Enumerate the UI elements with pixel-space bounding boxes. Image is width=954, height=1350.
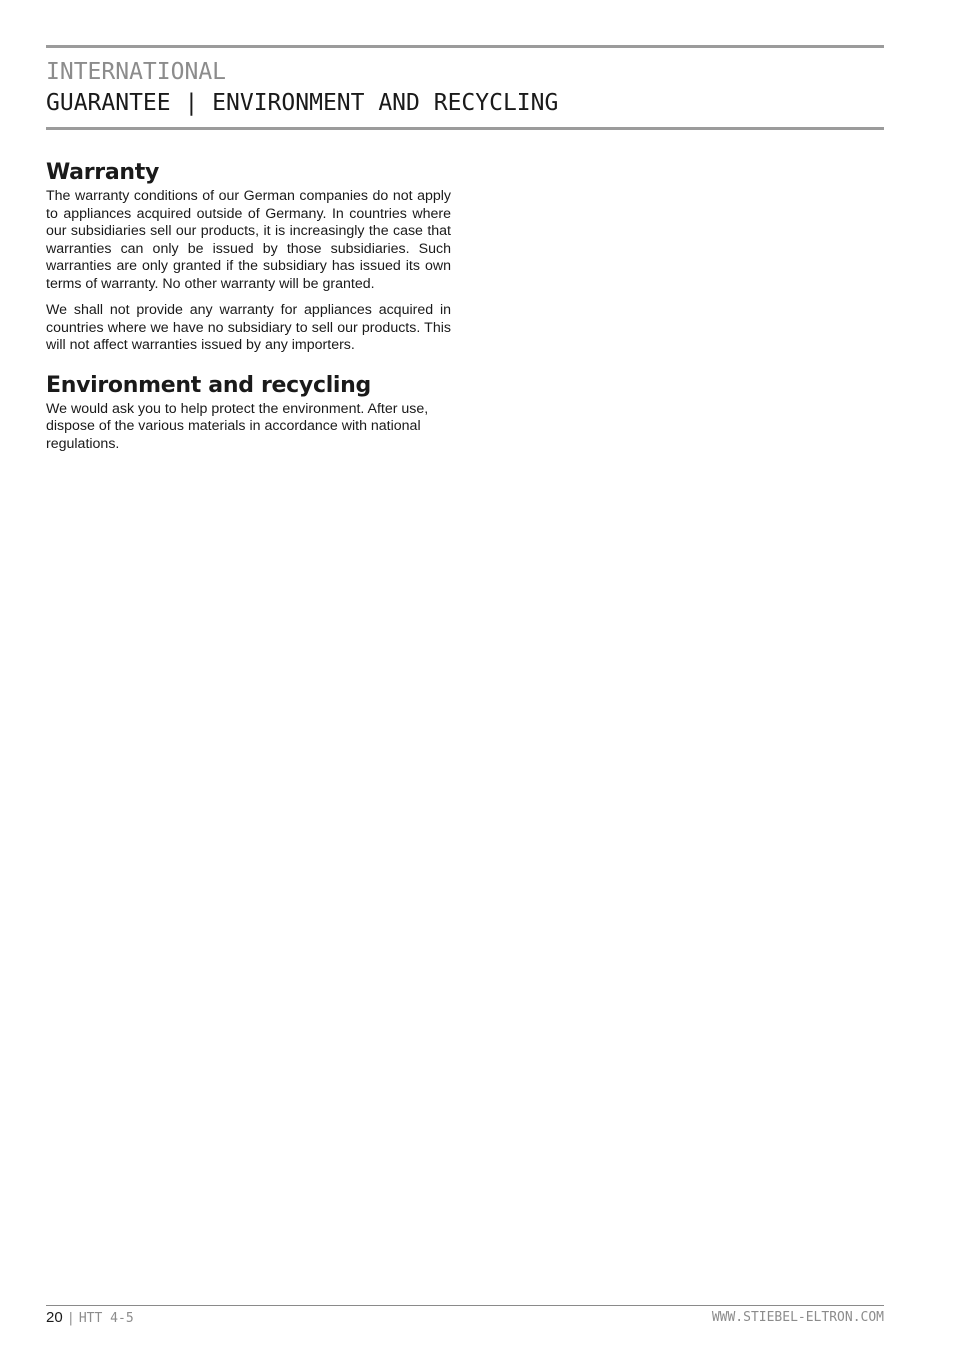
footer-page-info <box>46 1308 134 1329</box>
warranty-heading: Warranty <box>46 160 159 185</box>
footer-separator: | <box>66 1311 75 1326</box>
section-title: INTERNATIONAL <box>46 59 227 85</box>
warranty-paragraph: We shall not provide any warranty for appliances acquired in countries where we have no subsidiary to sell our products. This will not affect warranties issued by any importers. <box>46 302 451 353</box>
header-top-rule <box>46 45 884 48</box>
environment-heading: Environment and recycling <box>46 372 371 398</box>
warranty-paragraph: The warranty conditions of our German companies do not apply to appliances acquired outside of Germany. In countries where our subsidiaries sell our products, it is increasingly the case that warranties can only be issued by those subsidiaries. Such warranties are only granted if the subsidiary has issued its own terms of warranty. No other warranty will be granted. <box>46 188 451 292</box>
footer-rule <box>46 1305 884 1306</box>
page-title: GUARANTEE | ENVIRONMENT AND RECYCLING <box>46 90 559 116</box>
main-content <box>46 158 451 453</box>
website-link[interactable]: WWW.STIEBEL-ELTRON.COM <box>711 1310 884 1325</box>
model-name: HTT 4-5 <box>78 1311 134 1326</box>
environment-paragraph: We would ask you to help protect the environment. After use, dispose of the various materials in accordance with national regulations. <box>46 400 429 452</box>
header-bottom-rule <box>46 127 884 130</box>
page-number: 20 <box>46 1309 63 1326</box>
